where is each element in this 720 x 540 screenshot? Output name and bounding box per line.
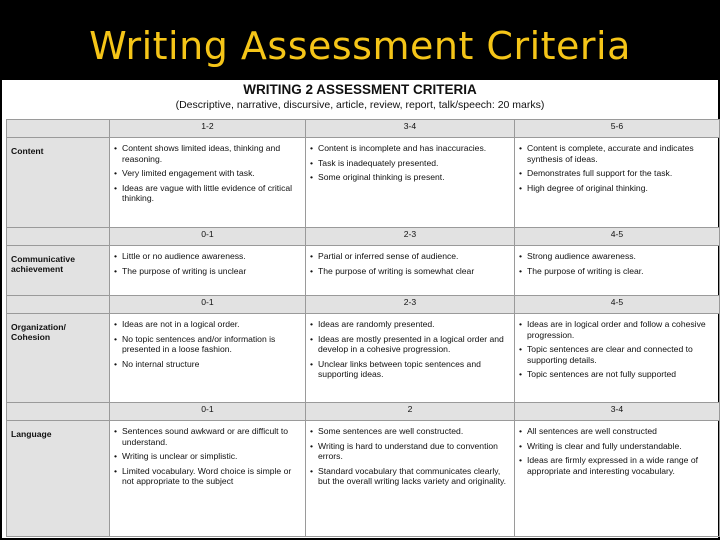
band-label: 0-1 — [110, 228, 306, 246]
band-row-language — [7, 403, 720, 421]
band-label: 0-1 — [110, 296, 306, 314]
descriptor-item: • Partial or inferred sense of audience. — [310, 251, 510, 262]
descriptor-item: • Some original thinking is present. — [310, 172, 510, 183]
descriptor-item: • Strong audience awareness. — [519, 251, 715, 262]
document-subtitle: (Descriptive, narrative, discursive, article, review, report, talk/speech: 20 marks) — [175, 99, 545, 111]
descriptor-item: • Ideas are vague with little evidence of critical thinking. — [114, 183, 301, 204]
band-label: 4-5 — [515, 296, 720, 314]
descriptor-cell — [515, 138, 720, 228]
descriptor-item: • High degree of original thinking. — [519, 183, 715, 194]
criterion-label: Organization/ Cohesion — [7, 314, 110, 403]
descriptor-item: • Ideas are randomly presented. — [310, 319, 510, 330]
band-blank-cell — [7, 228, 110, 246]
descriptor-item: • Topic sentences are clear and connected to supporting details. — [519, 344, 715, 365]
descriptor-cell — [110, 421, 306, 537]
descriptor-cell — [515, 421, 720, 537]
descriptor-item: • Very limited engagement with task. — [114, 168, 301, 179]
descriptor-item: • Ideas are firmly expressed in a wide range of appropriate and interesting vocabulary. — [519, 455, 715, 476]
descriptor-cell — [306, 421, 515, 537]
descriptor-cell — [515, 246, 720, 296]
criterion-row-language — [7, 421, 720, 537]
descriptor-item: • Writing is clear and fully understandable. — [519, 441, 715, 452]
document-header — [2, 80, 718, 118]
band-row-organization — [7, 296, 720, 314]
descriptor-item: • Writing is unclear or simplistic. — [114, 451, 301, 462]
document-title: WRITING 2 ASSESSMENT CRITERIA — [243, 82, 477, 97]
criterion-label: Communicative achievement — [7, 246, 110, 296]
band-label: 1-2 — [110, 120, 306, 138]
band-row-communicative — [7, 228, 720, 246]
descriptor-item: • Ideas are mostly presented in a logical order and develop in a cohesive progression. — [310, 334, 510, 355]
descriptor-item: • Little or no audience awareness. — [114, 251, 301, 262]
band-label: 3-4 — [306, 120, 515, 138]
descriptor-item: • The purpose of writing is somewhat clear — [310, 266, 510, 277]
rubric-table — [6, 119, 720, 537]
descriptor-cell — [110, 314, 306, 403]
band-label: 0-1 — [110, 403, 306, 421]
criterion-row-communicative — [7, 246, 720, 296]
band-label: 2-3 — [306, 296, 515, 314]
rubric-document — [2, 80, 718, 538]
descriptor-item: • Sentences sound awkward or are difficult to understand. — [114, 426, 301, 447]
band-row-content — [7, 120, 720, 138]
descriptor-item: • Content is incomplete and has inaccuracies. — [310, 143, 510, 154]
descriptor-item: • Demonstrates full support for the task. — [519, 168, 715, 179]
descriptor-cell — [306, 246, 515, 296]
descriptor-cell — [110, 138, 306, 228]
band-blank-cell — [7, 403, 110, 421]
band-label: 4-5 — [515, 228, 720, 246]
descriptor-item: • The purpose of writing is clear. — [519, 266, 715, 277]
descriptor-item: • Writing is hard to understand due to convention errors. — [310, 441, 510, 462]
band-blank-cell — [7, 120, 110, 138]
band-label: 2 — [306, 403, 515, 421]
band-label: 5-6 — [515, 120, 720, 138]
descriptor-item: • Task is inadequately presented. — [310, 158, 510, 169]
slide-title: Writing Assessment Criteria — [89, 24, 631, 68]
descriptor-item: • The purpose of writing is unclear — [114, 266, 301, 277]
criterion-row-organization — [7, 314, 720, 403]
criterion-label: Content — [7, 138, 110, 228]
criterion-label: Language — [7, 421, 110, 537]
band-label: 2-3 — [306, 228, 515, 246]
descriptor-cell — [515, 314, 720, 403]
descriptor-item: • No internal structure — [114, 359, 301, 370]
descriptor-item: • Content is complete, accurate and indicates synthesis of ideas. — [519, 143, 715, 164]
criterion-row-content — [7, 138, 720, 228]
band-blank-cell — [7, 296, 110, 314]
band-label: 3-4 — [515, 403, 720, 421]
descriptor-cell — [306, 138, 515, 228]
descriptor-item: • Unclear links between topic sentences and supporting ideas. — [310, 359, 510, 380]
descriptor-item: • Limited vocabulary. Word choice is simple or not appropriate to the subject — [114, 466, 301, 487]
descriptor-item: • No topic sentences and/or information is presented in a loose fashion. — [114, 334, 301, 355]
descriptor-item: • All sentences are well constructed — [519, 426, 715, 437]
descriptor-item: • Topic sentences are not fully supported — [519, 369, 715, 380]
descriptor-item: • Standard vocabulary that communicates clearly, but the overall writing lacks variety and originality. — [310, 466, 510, 487]
descriptor-item: • Ideas are in logical order and follow a cohesive progression. — [519, 319, 715, 340]
descriptor-cell — [306, 314, 515, 403]
descriptor-item: • Content shows limited ideas, thinking and reasoning. — [114, 143, 301, 164]
descriptor-item: • Ideas are not in a logical order. — [114, 319, 301, 330]
descriptor-cell — [110, 246, 306, 296]
descriptor-item: • Some sentences are well constructed. — [310, 426, 510, 437]
